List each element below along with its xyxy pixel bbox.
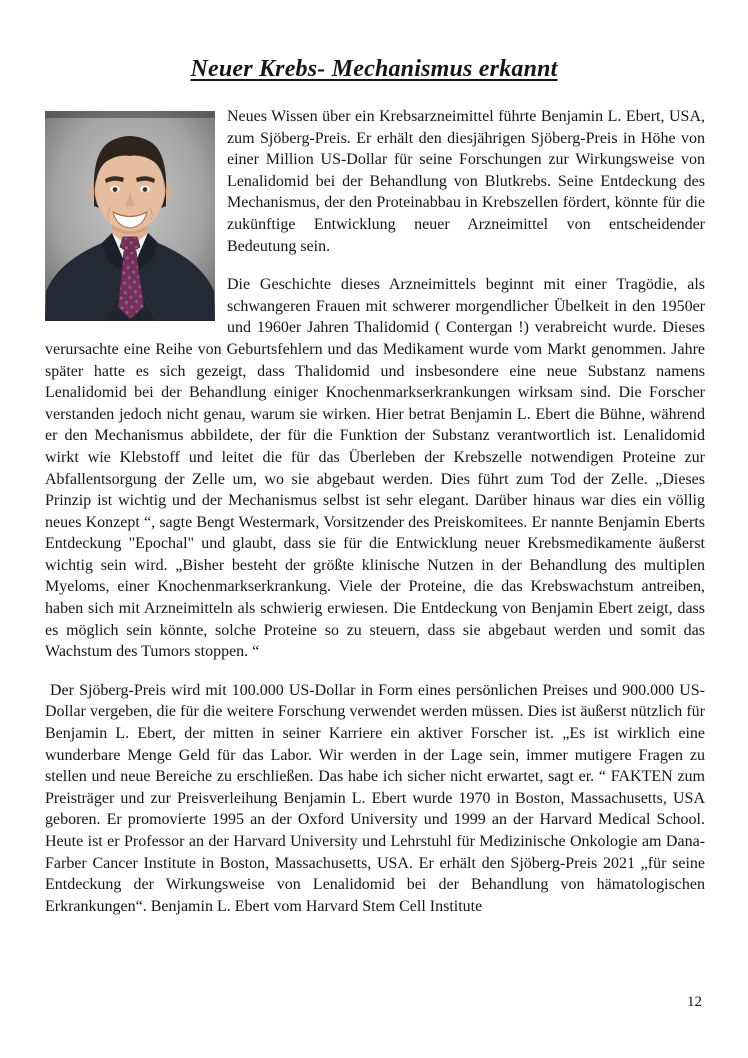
portrait-illustration <box>45 111 215 321</box>
paragraph-intro: Neues Wissen über ein Krebsarzneimittel führte Benjamin L. Ebert, USA, zum Sjöberg-Preis. Er erhält den diesjährigen Sjöberg-Preis in Höhe von einer Million US-Dollar für seine Forschungen zur Wirkungsweise von Lenalidomid bei der Behandlung von Blutkrebs. Seine Entdeckung des Mechanismus, der den Proteinabbau in Krebszellen fördert, könnte für die zukünftige Entwicklung neuer Arzneimittel von entscheidender Bedeutung sein. <box>227 108 705 255</box>
paragraph-prize-facts: Der Sjöberg-Preis wird mit 100.000 US-Dollar in Form eines persönlichen Preises und 900.000 US-Dollar vergeben, die für die weitere Forschung verwendet werden müssen. Dies ist äußerst nützlich für Benjamin L. Ebert, der mitten in seiner Karriere ein aktiver Forscher ist. „Es ist wirklich eine wunderbare Menge Geld für das Labor. Wir werden in der Lage sein, immer mutigere Fragen zu stellen und neue Bereiche zu erschließen. Das habe ich sicher nicht erwartet, sagt er. “ FAKTEN zum Preisträger und zur Preisverleihung Benjamin L. Ebert wurde 1970 in Boston, Massachusetts, USA geboren. Er promovierte 1995 an der Oxford University und 1999 an der Harvard Medical School. Heute ist er Professor an der Harvard University und Lehrstuhl für Medizinische Onkologie am Dana-Farber Cancer Institute in Boston, Massachusetts, USA. Er erhält den Sjöberg-Preis 2021 „für seine Entdeckung der Wirkungsweise von Lenalidomid bei der Behandlung von hämatologischen Erkrankungen“. Benjamin L. Ebert vom Harvard Stem Cell Institute <box>45 681 705 915</box>
paragraph-history: Die Geschichte dieses Arzneimittels beginnt mit einer Tragödie, als schwangeren Frauen mit schwerer morgendlicher Übelkeit in den 1950er und 1960er Jahren Thalidomid ( Contergan !) verabreicht wurde. Dieses verursachte eine Reihe von Geburtsfehlern und das Medikament wurde vom Markt genommen. Jahre später hatte es sich gezeigt, dass Thalidomid und insbesondere eine neue Substanz namens Lenalidomid bei der Behandlung einiger Knochenmarkserkrankungen wirksam sind. Die Forscher verstanden jedoch nicht genau, warum sie wirken. Hier betrat Benjamin L. Ebert die Bühne, während er den Mechanismus abbildete, der für die Funktion der Substanz verantwortlich ist. Lenalidomid wirkt wie Klebstoff und leitet die für das Überleben der Krebszelle notwendigen Proteine zur Abfallentsorgung der Zelle um, wo sie abgebaut werden. Dies führt zum Tod der Zelle. „Dieses Prinzip ist wichtig und der Mechanismus selbst ist sehr elegant. Darüber hinaus war dies ein völlig neues Konzept “, sagte Bengt Westermark, Vorsitzender des Preiskomitees. Er nannte Benjamin Eberts Entdeckung "Epochal" und glaubt, dass sie für die Entwicklung neuer Krebsmedikamente äußerst wichtig sein wird. „Bisher besteht der größte klinische Nutzen in der Behandlung des multiplen Myeloms, einer Knochenmarkserkrankung. Viele der Proteine, die das Krebswachstum antreiben, haben sich mit Arzneimitteln als schwierig erwiesen. Die Entdeckung von Benjamin Ebert zeigt, dass es möglich sein könnte, solche Proteine so zu steuern, dass sie abgebaut werden und somit das Wachstum des Tumors stoppen. “ <box>45 276 705 661</box>
page-title-text: Neuer Krebs- Mechanismus erkannt <box>190 56 558 82</box>
page-title <box>0 0 748 83</box>
portrait-photo <box>45 111 215 321</box>
article-body <box>45 106 705 917</box>
page-number: 12 <box>687 994 702 1010</box>
